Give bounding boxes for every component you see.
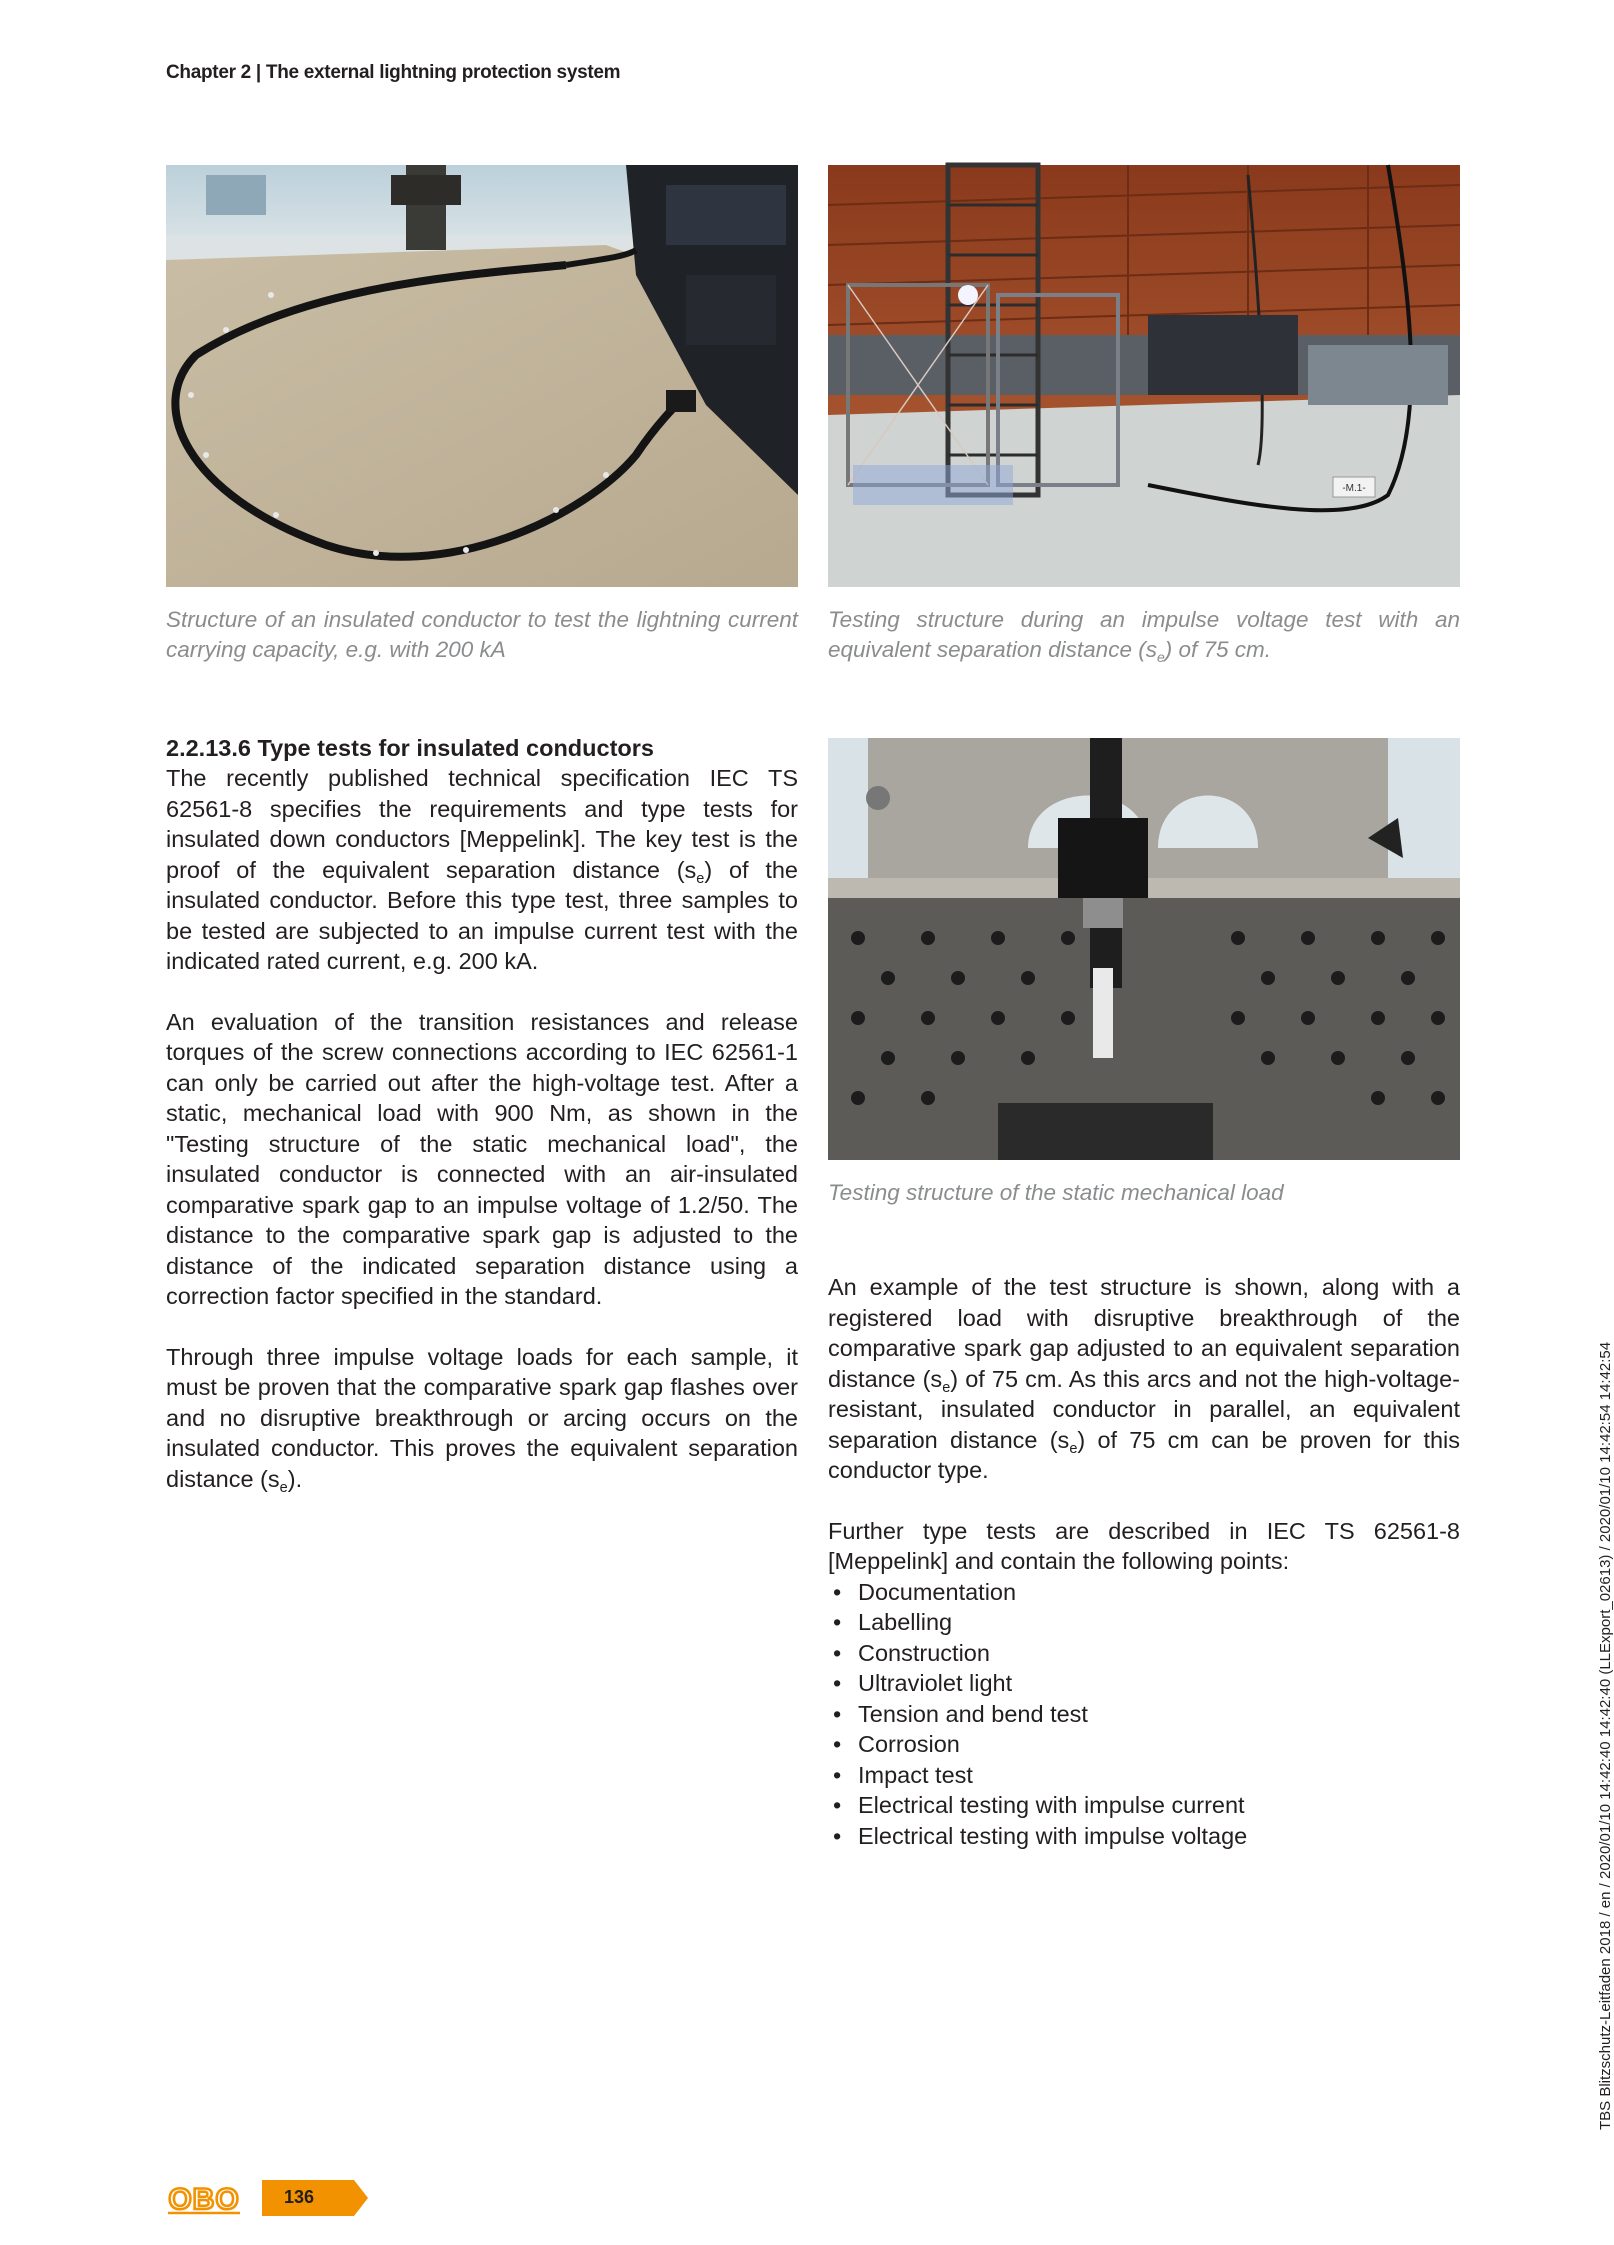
left-column (166, 733, 798, 1524)
type-test-list (828, 1577, 1460, 1852)
right-column (828, 1272, 1460, 1851)
page-number: 136 (284, 2187, 315, 2207)
p3-text-b: ). (287, 1465, 303, 1492)
figure-caption-3: Testing structure of the static mechanical load (828, 1180, 1284, 1205)
list-item: • Ultraviolet light (828, 1668, 1460, 1699)
section-heading: 2.2.13.6 Type tests for insulated conductors (166, 735, 654, 761)
list-item: • Tension and bend test (828, 1699, 1460, 1730)
list-item: • Documentation (828, 1577, 1460, 1608)
p4-text-b: ) of 75 cm. As this arcs and not the high-voltage-resistant, insulated conductor in parallel, an equivalent separation distance (s (828, 1365, 1460, 1453)
p4-subscript-2: e (1069, 1440, 1078, 1457)
p3-subscript: e (279, 1479, 288, 1496)
photo-static-mechanical-load (828, 738, 1460, 1160)
figure-caption-2 (828, 605, 1460, 665)
obo-logo (166, 2180, 242, 2216)
caption-2-text-b: ) of 75 cm. (1164, 637, 1272, 662)
logo-text: OBO (168, 2183, 240, 2216)
paragraph-2: An evaluation of the transition resistances and release torques of the screw connections according to IEC 62561-1 can only be carried out after the high-voltage test. After a static, mechanical load with 900 Nm, as shown in the "Testing structure of the static mechanical load", the insulated conductor is connected with an air-insulated comparative spark gap to an impulse voltage of 1.2/50. The distance to the comparative spark gap is adjusted to the distance of the indicated separation distance using a correction factor specified in the standard. (166, 1008, 798, 1309)
p1-text-b: ) of the insulated conductor. Before this type test, three samples to be tested are subjected to an impulse current test with the indicated rated current, e.g. 200 kA. (166, 856, 798, 974)
list-item: • Corrosion (828, 1729, 1460, 1760)
paragraph-4 (828, 1272, 1460, 1486)
photo-insulated-conductor-loop (166, 165, 798, 587)
paragraph-5: Further type tests are described in IEC TS 62561-8 [Meppelink] and contain the following points: (828, 1517, 1460, 1574)
page-number-tab (262, 2180, 368, 2216)
side-export-info: TBS Blitzschutz-Leitfaden 2018 / en / 2020/01/10 14:42:40 14:42:40 (LLExport_02613) / 2020/01/10 14:42:54 14:42:54 (1597, 1341, 1614, 2130)
list-item: • Construction (828, 1638, 1460, 1669)
caption-2-subscript: e (1156, 648, 1165, 665)
list-item: • Labelling (828, 1607, 1460, 1638)
p4-text-a: An example of the test structure is shown, along with a registered load with disruptive breakthrough of the comparative spark gap adjusted to an equivalent separation distance (s (828, 1274, 1460, 1392)
p3-text-a: Through three impulse voltage loads for each sample, it must be proven that the comparative spark gap flashes over and no disruptive breakthrough or arcing occurs on the insulated conductor. This proves the equivalent separation distance (s (166, 1343, 798, 1492)
chapter-header: Chapter 2 | The external lightning protection system (166, 62, 621, 83)
list-item: • Electrical testing with impulse voltage (828, 1821, 1460, 1852)
p4-text-c: ) of 75 cm can be proven for this conductor type. (828, 1426, 1461, 1483)
list-item: • Impact test (828, 1760, 1460, 1791)
caption-2-text-a: Testing structure during an impulse voltage test with an equivalent separation distance (s (828, 607, 1460, 662)
photo-impulse-voltage-test-hall (828, 165, 1460, 587)
p1-subscript: e (696, 870, 705, 887)
sign-label: -M.1- (1342, 483, 1366, 494)
paragraph-3 (166, 1342, 798, 1495)
paragraph-1 (166, 763, 798, 977)
p4-subscript-1: e (942, 1379, 951, 1396)
p1-text-a: The recently published technical specification IEC TS 62561-8 specifies the requirements and type tests for insulated down conductors [Meppelink]. The key test is the proof of the equivalent separation distance (s (166, 765, 798, 883)
list-item: • Electrical testing with impulse current (828, 1790, 1460, 1821)
figure-caption-1: Structure of an insulated conductor to test the lightning current carrying capacity, e.g. with 200 kA (166, 607, 798, 662)
